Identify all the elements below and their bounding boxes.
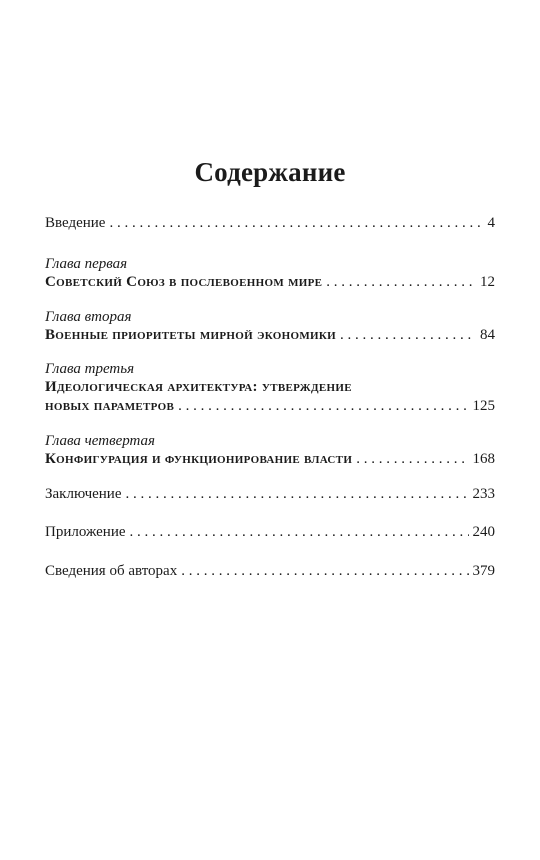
toc-entry-title: Советский Союз в послевоенном мире	[45, 274, 323, 290]
dot-leader	[109, 214, 483, 233]
toc-entry-title: Конфигурация и функционирование власти	[45, 451, 353, 467]
toc-entry-authors[interactable]	[45, 562, 495, 581]
page-title: Содержание	[194, 157, 346, 187]
chapter-label: Глава четвертая	[45, 433, 156, 449]
toc-entry-title: Военные приоритеты мирной экономики	[45, 327, 337, 343]
toc-entry-chapter-2[interactable]	[45, 308, 495, 345]
toc-entry-chapter-3[interactable]	[45, 360, 495, 416]
toc-entry-title-line-1: Идеологическая архитектура: утверждение	[45, 379, 352, 395]
dot-leader	[181, 562, 468, 581]
dot-leader	[178, 397, 468, 416]
toc-entry-chapter-4[interactable]	[45, 432, 495, 469]
toc-page-number: 233	[472, 486, 495, 502]
dot-leader	[130, 523, 469, 542]
toc-entry-title: Заключение	[45, 486, 122, 502]
toc-entry-title-line-2: новых параметров	[45, 398, 175, 414]
toc-entry-title: Сведения об авторах	[45, 563, 178, 579]
dot-leader	[126, 485, 469, 504]
toc-entry-intro[interactable]	[45, 214, 495, 233]
toc-entry-appendix[interactable]	[45, 523, 495, 542]
toc-page-number: 240	[472, 524, 495, 540]
toc-entry-conclusion[interactable]	[45, 485, 495, 504]
dot-leader	[356, 450, 468, 469]
dot-leader	[326, 273, 476, 292]
toc-page-number: 12	[480, 274, 495, 290]
toc-page-number: 84	[480, 327, 495, 343]
toc-entry-title: Приложение	[45, 524, 126, 540]
chapter-label: Глава вторая	[45, 309, 132, 325]
toc-entry-title: Введение	[45, 215, 106, 231]
toc-entry-chapter-1[interactable]	[45, 255, 495, 292]
dot-leader	[340, 326, 476, 345]
chapter-label: Глава третья	[45, 361, 135, 377]
toc-page-number: 168	[472, 451, 495, 467]
toc-page-number: 4	[487, 215, 495, 231]
toc-page-number: 125	[472, 398, 495, 414]
toc-page-number: 379	[472, 563, 495, 579]
chapter-label: Глава первая	[45, 256, 128, 272]
